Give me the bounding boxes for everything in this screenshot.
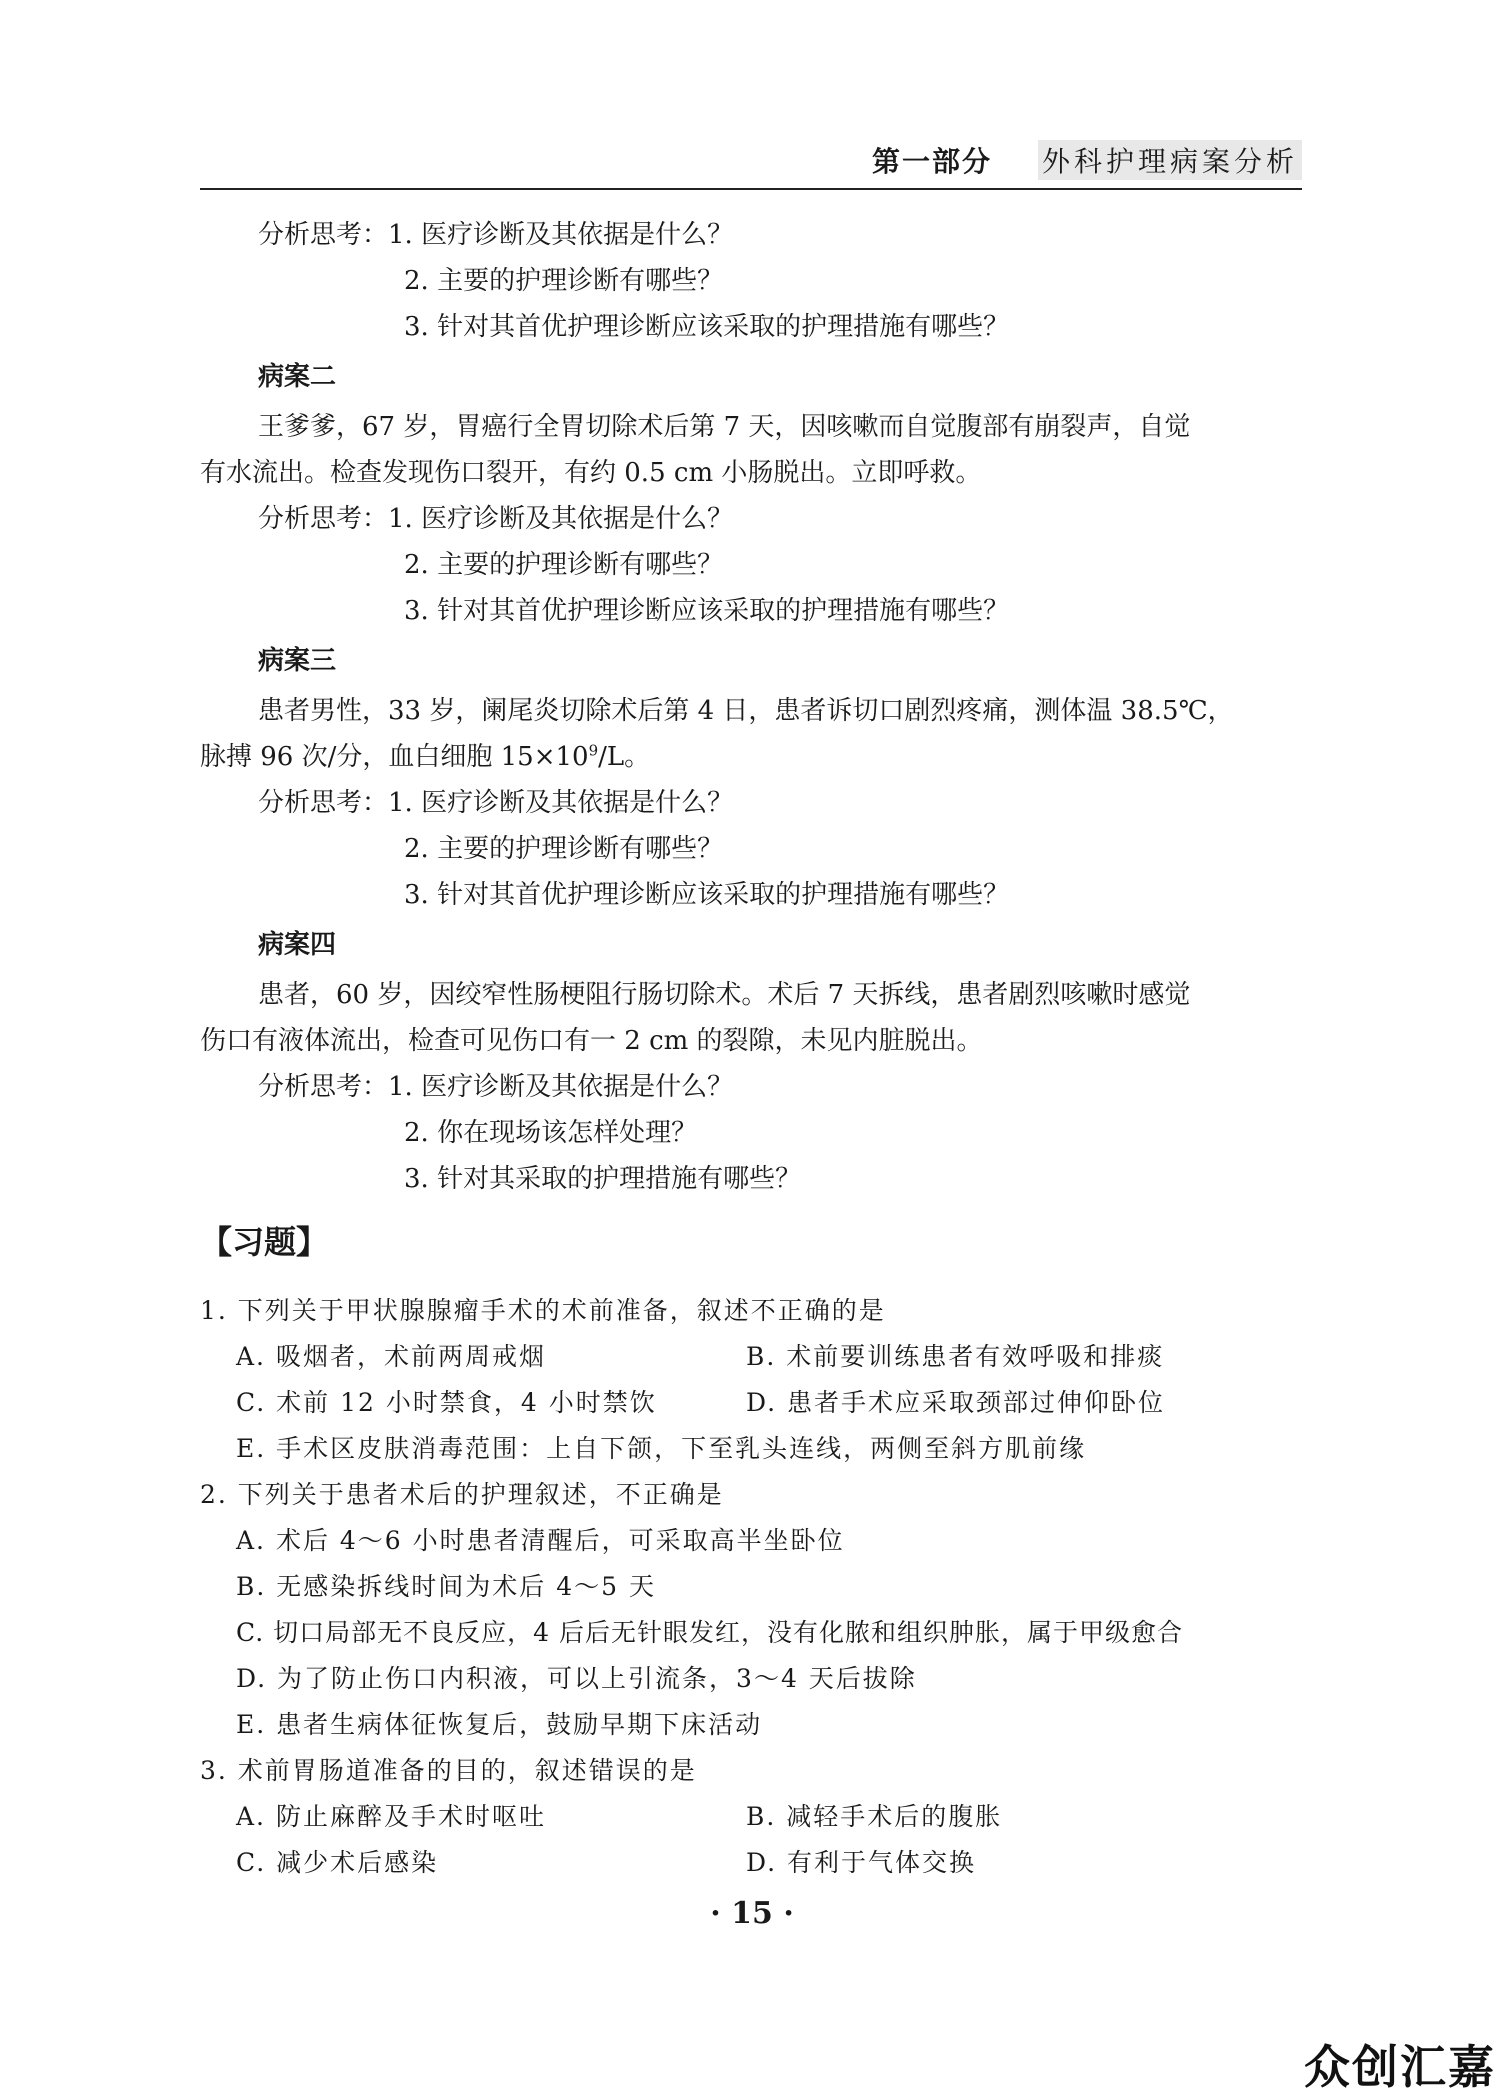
ex1-option-b: B. 术前要训练患者有效呼吸和排痰 — [746, 1342, 1165, 1371]
ex1-option-c: C. 术前 12 小时禁食，4 小时禁饮 — [236, 1388, 657, 1417]
ex3-option-d: D. 有利于气体交换 — [746, 1848, 977, 1877]
ex2-option-b: B. 无感染拆线时间为术后 4～5 天 — [236, 1572, 656, 1601]
exercises-title: 【习题】 — [200, 1223, 329, 1261]
case3-line2 — [200, 740, 650, 774]
case2-line1: 王爹爹，67 岁，胃癌行全胃切除术后第 7 天，因咳嗽而自觉腹部有崩裂声，自觉 — [258, 412, 1191, 442]
think-label: 分析思考： — [258, 1072, 389, 1102]
case4-think — [258, 1070, 733, 1104]
case3-q2: 2. 主要的护理诊断有哪些？ — [404, 834, 724, 864]
ex3-option-c: C. 减少术后感染 — [236, 1848, 439, 1877]
case4-title: 病案四 — [258, 930, 337, 960]
case1-q2: 2. 主要的护理诊断有哪些？ — [404, 266, 724, 296]
watermark-logo: 众创汇嘉 — [1304, 2040, 1496, 2094]
case2-think — [258, 502, 733, 536]
case4-line2: 伤口有液体流出，检查可见伤口有一 2 cm 的裂隙，未见内脏脱出。 — [200, 1026, 983, 1056]
ex1-stem: 1. 下列关于甲状腺腺瘤手术的术前准备，叙述不正确的是 — [200, 1296, 886, 1325]
think-label: 分析思考： — [258, 220, 389, 250]
case4-q1: 1. 医疗诊断及其依据是什么？ — [388, 1072, 734, 1102]
ex2-stem: 2. 下列关于患者术后的护理叙述，不正确是 — [200, 1480, 724, 1509]
ex2-option-c: C. 切口局部无不良反应，4 后后无针眼发红，没有化脓和组织肿胀，属于甲级愈合 — [236, 1618, 1183, 1647]
ex1-option-d: D. 患者手术应采取颈部过伸仰卧位 — [746, 1388, 1166, 1417]
case1-think — [258, 218, 733, 252]
case3-q3: 3. 针对其首优护理诊断应该采取的护理措施有哪些？ — [404, 880, 1010, 910]
case1-q3: 3. 针对其首优护理诊断应该采取的护理措施有哪些？ — [404, 312, 1010, 342]
ex3-option-a: A. 防止麻醉及手术时呕吐 — [236, 1802, 546, 1831]
ex1-option-e: E. 手术区皮肤消毒范围：上自下颌，下至乳头连线，两侧至斜方肌前缘 — [236, 1434, 1087, 1463]
case3-line2-a: 脉搏 96 次/分，血白细胞 15×10 — [200, 742, 589, 772]
ex3-stem: 3. 术前胃肠道准备的目的，叙述错误的是 — [200, 1756, 697, 1785]
case3-title: 病案三 — [258, 646, 337, 676]
ex2-option-a: A. 术后 4～6 小时患者清醒后，可采取高半坐卧位 — [236, 1526, 845, 1555]
case2-q3: 3. 针对其首优护理诊断应该采取的护理措施有哪些？ — [404, 596, 1010, 626]
ex2-option-d: D. 为了防止伤口内积液，可以上引流条，3～4 天后拔除 — [236, 1664, 917, 1693]
ex3-option-b: B. 减轻手术后的腹胀 — [746, 1802, 1003, 1831]
case4-line1: 患者，60 岁，因绞窄性肠梗阻行肠切除术。术后 7 天拆线，患者剧烈咳嗽时感觉 — [258, 980, 1191, 1010]
case2-line2: 有水流出。检查发现伤口裂开，有约 0.5 cm 小肠脱出。立即呼救。 — [200, 458, 982, 488]
case4-q3: 3. 针对其采取的护理措施有哪些？ — [404, 1164, 802, 1194]
page-number: · 15 · — [710, 1896, 794, 1931]
case3-think — [258, 786, 733, 820]
case4-q2: 2. 你在现场该怎样处理？ — [404, 1118, 698, 1148]
case2-q2: 2. 主要的护理诊断有哪些？ — [404, 550, 724, 580]
case1-q1: 1. 医疗诊断及其依据是什么？ — [388, 220, 734, 250]
case3-q1: 1. 医疗诊断及其依据是什么？ — [388, 788, 734, 818]
running-header — [200, 136, 1302, 190]
think-label: 分析思考： — [258, 504, 389, 534]
case2-title: 病案二 — [258, 362, 337, 392]
case2-q1: 1. 医疗诊断及其依据是什么？ — [388, 504, 734, 534]
ex2-option-e: E. 患者生病体征恢复后，鼓励早期下床活动 — [236, 1710, 763, 1739]
case3-line1: 患者男性，33 岁，阑尾炎切除术后第 4 日，患者诉切口剧烈疼痛，测体温 38.5℃， — [258, 696, 1234, 726]
header-title: 外科护理病案分析 — [1038, 140, 1302, 180]
exponent: 9 — [588, 741, 599, 760]
header-part: 第一部分 — [871, 145, 992, 178]
think-label: 分析思考： — [258, 788, 389, 818]
ex1-option-a: A. 吸烟者，术前两周戒烟 — [236, 1342, 546, 1371]
case3-line2-b: /L。 — [598, 742, 651, 772]
